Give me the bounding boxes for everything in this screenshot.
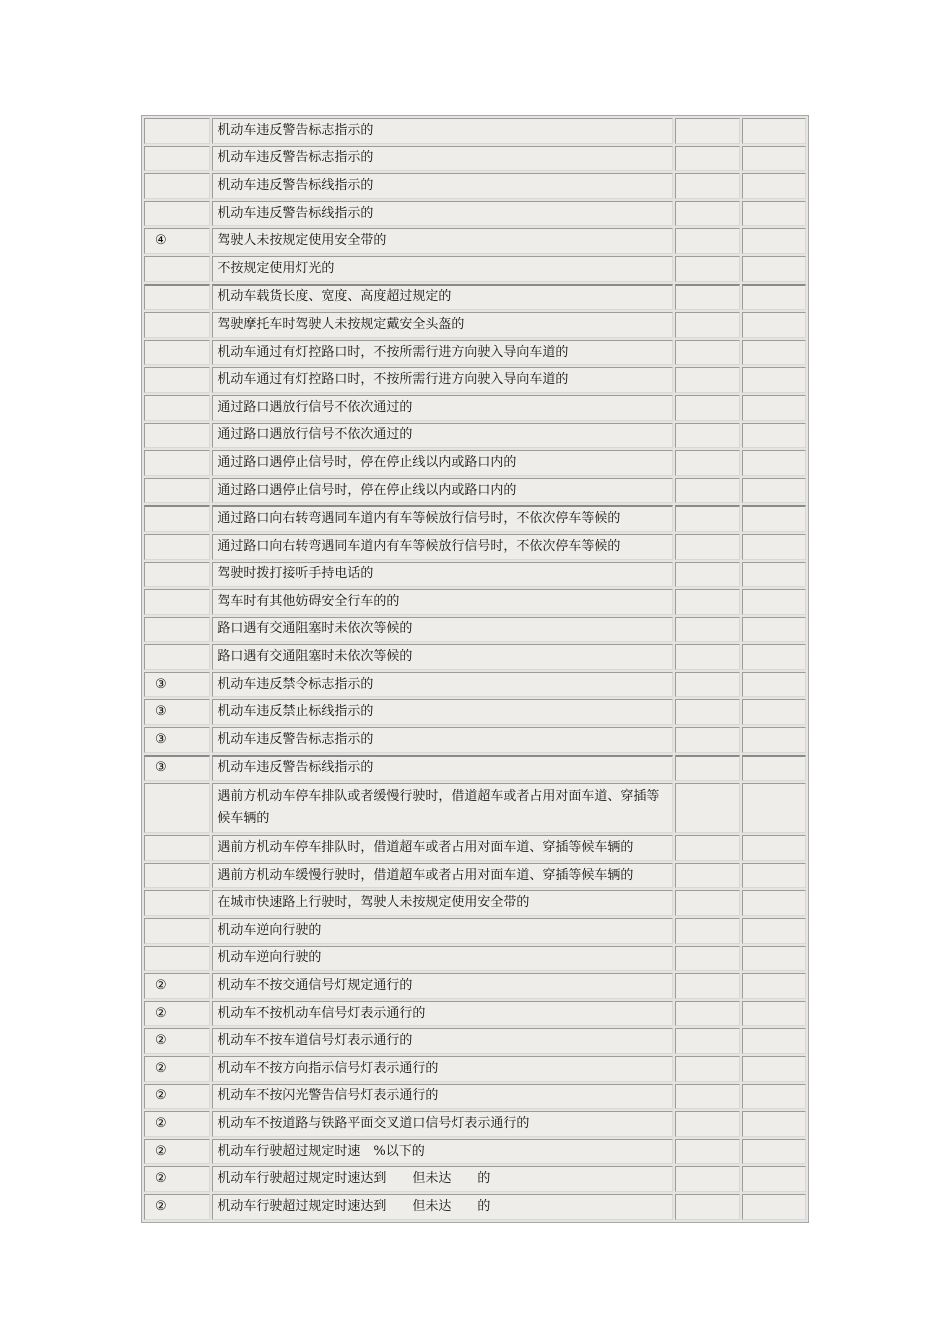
table-row — [144, 256, 806, 282]
row-description-cell: 通过路口遇停止信号时，停在停止线以内或路口内的 — [212, 478, 673, 504]
row-description-cell: 机动车违反警告标线指示的 — [212, 201, 673, 227]
empty-cell — [675, 505, 739, 532]
empty-cell — [742, 1194, 806, 1220]
row-code-cell: ② — [144, 1001, 210, 1027]
row-code-cell — [144, 312, 210, 338]
empty-cell — [675, 1084, 739, 1110]
table-row — [144, 395, 806, 421]
empty-cell — [675, 918, 739, 944]
empty-cell — [675, 1194, 739, 1220]
row-description-cell: 机动车不按道路与铁路平面交叉道口信号灯表示通行的 — [212, 1111, 673, 1137]
empty-cell — [675, 478, 739, 504]
row-description-cell: 机动车逆向行驶的 — [212, 946, 673, 972]
empty-cell — [742, 946, 806, 972]
row-code-cell — [144, 146, 210, 172]
empty-cell — [742, 835, 806, 861]
row-description-cell: 机动车不按交通信号灯规定通行的 — [212, 973, 673, 999]
row-code-cell: ② — [144, 1028, 210, 1054]
row-code-cell — [144, 256, 210, 282]
table-row — [144, 946, 806, 972]
row-description-cell: 路口遇有交通阻塞时未依次等候的 — [212, 617, 673, 643]
table-row — [144, 589, 806, 615]
empty-cell — [675, 727, 739, 753]
table-row — [144, 505, 806, 532]
empty-cell — [742, 395, 806, 421]
row-code-cell — [144, 644, 210, 670]
row-description-cell: 机动车不按方向指示信号灯表示通行的 — [212, 1056, 673, 1082]
row-description-cell: 机动车行驶超过规定时速达到 但未达 的 — [212, 1194, 673, 1220]
row-code-cell — [144, 863, 210, 889]
empty-cell — [675, 534, 739, 560]
row-description-cell: 遇前方机动车停车排队时，借道超车或者占用对面车道、穿插等候车辆的 — [212, 835, 673, 861]
empty-cell — [675, 256, 739, 282]
table-row — [144, 1166, 806, 1192]
row-description-cell: 通过路口遇放行信号不依次通过的 — [212, 395, 673, 421]
empty-cell — [742, 478, 806, 504]
row-description-cell: 机动车不按车道信号灯表示通行的 — [212, 1028, 673, 1054]
empty-cell — [742, 1028, 806, 1054]
row-code-cell: ② — [144, 1194, 210, 1220]
row-code-cell — [144, 118, 210, 144]
empty-cell — [675, 946, 739, 972]
row-description-cell: 机动车违反禁止标线指示的 — [212, 699, 673, 725]
table-row — [144, 1084, 806, 1110]
row-code-cell — [144, 478, 210, 504]
row-code-cell — [144, 173, 210, 199]
empty-cell — [742, 562, 806, 588]
table-row — [144, 918, 806, 944]
empty-cell — [675, 450, 739, 476]
empty-cell — [742, 1056, 806, 1082]
table-row — [144, 423, 806, 449]
empty-cell — [675, 755, 739, 782]
table-row — [144, 118, 806, 144]
row-code-cell — [144, 946, 210, 972]
table-row — [144, 783, 806, 833]
row-description-cell: 机动车通过有灯控路口时，不按所需行进方向驶入导向车道的 — [212, 340, 673, 366]
empty-cell — [742, 1139, 806, 1165]
empty-cell — [742, 755, 806, 782]
row-code-cell: ② — [144, 973, 210, 999]
row-description-cell: 驾车时有其他妨碍安全行车的的 — [212, 589, 673, 615]
row-code-cell — [144, 450, 210, 476]
table-row — [144, 835, 806, 861]
empty-cell — [742, 173, 806, 199]
empty-cell — [675, 672, 739, 698]
table-row — [144, 973, 806, 999]
row-code-cell: ③ — [144, 755, 210, 782]
row-code-cell: ② — [144, 1056, 210, 1082]
empty-cell — [675, 973, 739, 999]
row-description-cell: 驾驶人未按规定使用安全带的 — [212, 228, 673, 254]
empty-cell — [742, 783, 806, 833]
row-code-cell — [144, 201, 210, 227]
row-description-cell: 通过路口向右转弯遇同车道内有车等候放行信号时，不依次停车等候的 — [212, 534, 673, 560]
row-description-cell: 机动车载货长度、宽度、高度超过规定的 — [212, 284, 673, 311]
empty-cell — [675, 835, 739, 861]
row-description-cell: 不按规定使用灯光的 — [212, 256, 673, 282]
row-description-cell: 机动车行驶超过规定时速 %以下的 — [212, 1139, 673, 1165]
empty-cell — [742, 727, 806, 753]
table-row — [144, 1056, 806, 1082]
empty-cell — [742, 589, 806, 615]
empty-cell — [675, 146, 739, 172]
empty-cell — [742, 534, 806, 560]
empty-cell — [742, 973, 806, 999]
row-description-cell: 机动车违反警告标志指示的 — [212, 118, 673, 144]
empty-cell — [675, 118, 739, 144]
row-code-cell: ② — [144, 1139, 210, 1165]
table-row — [144, 173, 806, 199]
row-code-cell: ② — [144, 1166, 210, 1192]
row-code-cell — [144, 505, 210, 532]
row-code-cell: ② — [144, 1111, 210, 1137]
table-row — [144, 863, 806, 889]
row-code-cell — [144, 783, 210, 833]
empty-cell — [742, 1084, 806, 1110]
empty-cell — [742, 284, 806, 311]
row-code-cell: ③ — [144, 672, 210, 698]
row-description-cell: 机动车不按机动车信号灯表示通行的 — [212, 1001, 673, 1027]
empty-cell — [675, 395, 739, 421]
empty-cell — [675, 1139, 739, 1165]
empty-cell — [742, 312, 806, 338]
table-row — [144, 1194, 806, 1220]
empty-cell — [675, 1056, 739, 1082]
table-row — [144, 1028, 806, 1054]
empty-cell — [742, 505, 806, 532]
table-row — [144, 644, 806, 670]
table-row — [144, 727, 806, 753]
row-description-cell: 通过路口遇停止信号时，停在停止线以内或路口内的 — [212, 450, 673, 476]
empty-cell — [742, 699, 806, 725]
row-description-cell: 机动车违反警告标志指示的 — [212, 727, 673, 753]
empty-cell — [675, 340, 739, 366]
row-description-cell: 通过路口向右转弯遇同车道内有车等候放行信号时，不依次停车等候的 — [212, 505, 673, 532]
table-row — [144, 146, 806, 172]
empty-cell — [675, 173, 739, 199]
table-row — [144, 1139, 806, 1165]
empty-cell — [675, 1001, 739, 1027]
row-code-cell: ③ — [144, 699, 210, 725]
empty-cell — [675, 367, 739, 393]
empty-cell — [742, 118, 806, 144]
empty-cell — [675, 699, 739, 725]
table-row — [144, 1111, 806, 1137]
empty-cell — [675, 890, 739, 916]
empty-cell — [675, 863, 739, 889]
row-description-cell: 机动车行驶超过规定时速达到 但未达 的 — [212, 1166, 673, 1192]
row-code-cell — [144, 562, 210, 588]
table-body — [144, 118, 806, 1220]
table-row — [144, 478, 806, 504]
row-description-cell: 驾驶摩托车时驾驶人未按规定戴安全头盔的 — [212, 312, 673, 338]
table-row — [144, 228, 806, 254]
table-row — [144, 755, 806, 782]
empty-cell — [742, 918, 806, 944]
empty-cell — [742, 890, 806, 916]
violations-table — [141, 115, 809, 1223]
table-row — [144, 890, 806, 916]
empty-cell — [675, 423, 739, 449]
empty-cell — [742, 228, 806, 254]
empty-cell — [742, 450, 806, 476]
empty-cell — [675, 783, 739, 833]
table-row — [144, 672, 806, 698]
row-code-cell — [144, 284, 210, 311]
empty-cell — [675, 1111, 739, 1137]
row-code-cell — [144, 918, 210, 944]
empty-cell — [675, 312, 739, 338]
empty-cell — [742, 863, 806, 889]
empty-cell — [742, 1111, 806, 1137]
table-row — [144, 340, 806, 366]
row-code-cell: ④ — [144, 228, 210, 254]
row-description-cell: 机动车违反警告标志指示的 — [212, 146, 673, 172]
table-row — [144, 1001, 806, 1027]
empty-cell — [742, 672, 806, 698]
table-row — [144, 312, 806, 338]
empty-cell — [742, 201, 806, 227]
table-row — [144, 201, 806, 227]
empty-cell — [742, 617, 806, 643]
table-row — [144, 367, 806, 393]
row-description-cell: 通过路口遇放行信号不依次通过的 — [212, 423, 673, 449]
empty-cell — [675, 284, 739, 311]
row-description-cell: 在城市快速路上行驶时，驾驶人未按规定使用安全带的 — [212, 890, 673, 916]
empty-cell — [742, 256, 806, 282]
empty-cell — [742, 423, 806, 449]
row-description-cell: 机动车违反警告标线指示的 — [212, 173, 673, 199]
empty-cell — [675, 1028, 739, 1054]
row-description-cell: 驾驶时拨打接听手持电话的 — [212, 562, 673, 588]
row-code-cell — [144, 617, 210, 643]
table-row — [144, 617, 806, 643]
row-code-cell: ③ — [144, 727, 210, 753]
row-description-cell: 遇前方机动车停车排队或者缓慢行驶时，借道超车或者占用对面车道、穿插等候车辆的 — [212, 783, 673, 833]
empty-cell — [742, 1001, 806, 1027]
empty-cell — [675, 1166, 739, 1192]
row-description-cell: 遇前方机动车缓慢行驶时，借道超车或者占用对面车道、穿插等候车辆的 — [212, 863, 673, 889]
row-description-cell: 机动车违反警告标线指示的 — [212, 755, 673, 782]
row-code-cell — [144, 395, 210, 421]
table-row — [144, 562, 806, 588]
empty-cell — [742, 367, 806, 393]
row-code-cell — [144, 589, 210, 615]
row-description-cell: 机动车通过有灯控路口时，不按所需行进方向驶入导向车道的 — [212, 367, 673, 393]
table-row — [144, 534, 806, 560]
row-code-cell — [144, 340, 210, 366]
row-code-cell — [144, 367, 210, 393]
table-row — [144, 284, 806, 311]
empty-cell — [742, 1166, 806, 1192]
row-description-cell: 机动车逆向行驶的 — [212, 918, 673, 944]
empty-cell — [742, 340, 806, 366]
row-description-cell: 路口遇有交通阻塞时未依次等候的 — [212, 644, 673, 670]
empty-cell — [675, 589, 739, 615]
row-description-cell: 机动车不按闪光警告信号灯表示通行的 — [212, 1084, 673, 1110]
empty-cell — [742, 146, 806, 172]
table-row — [144, 699, 806, 725]
empty-cell — [675, 228, 739, 254]
row-code-cell — [144, 423, 210, 449]
row-code-cell — [144, 534, 210, 560]
empty-cell — [675, 562, 739, 588]
row-description-cell: 机动车违反禁令标志指示的 — [212, 672, 673, 698]
empty-cell — [675, 644, 739, 670]
row-code-cell — [144, 835, 210, 861]
empty-cell — [742, 644, 806, 670]
row-code-cell: ② — [144, 1084, 210, 1110]
empty-cell — [675, 617, 739, 643]
row-code-cell — [144, 890, 210, 916]
table-row — [144, 450, 806, 476]
empty-cell — [675, 201, 739, 227]
